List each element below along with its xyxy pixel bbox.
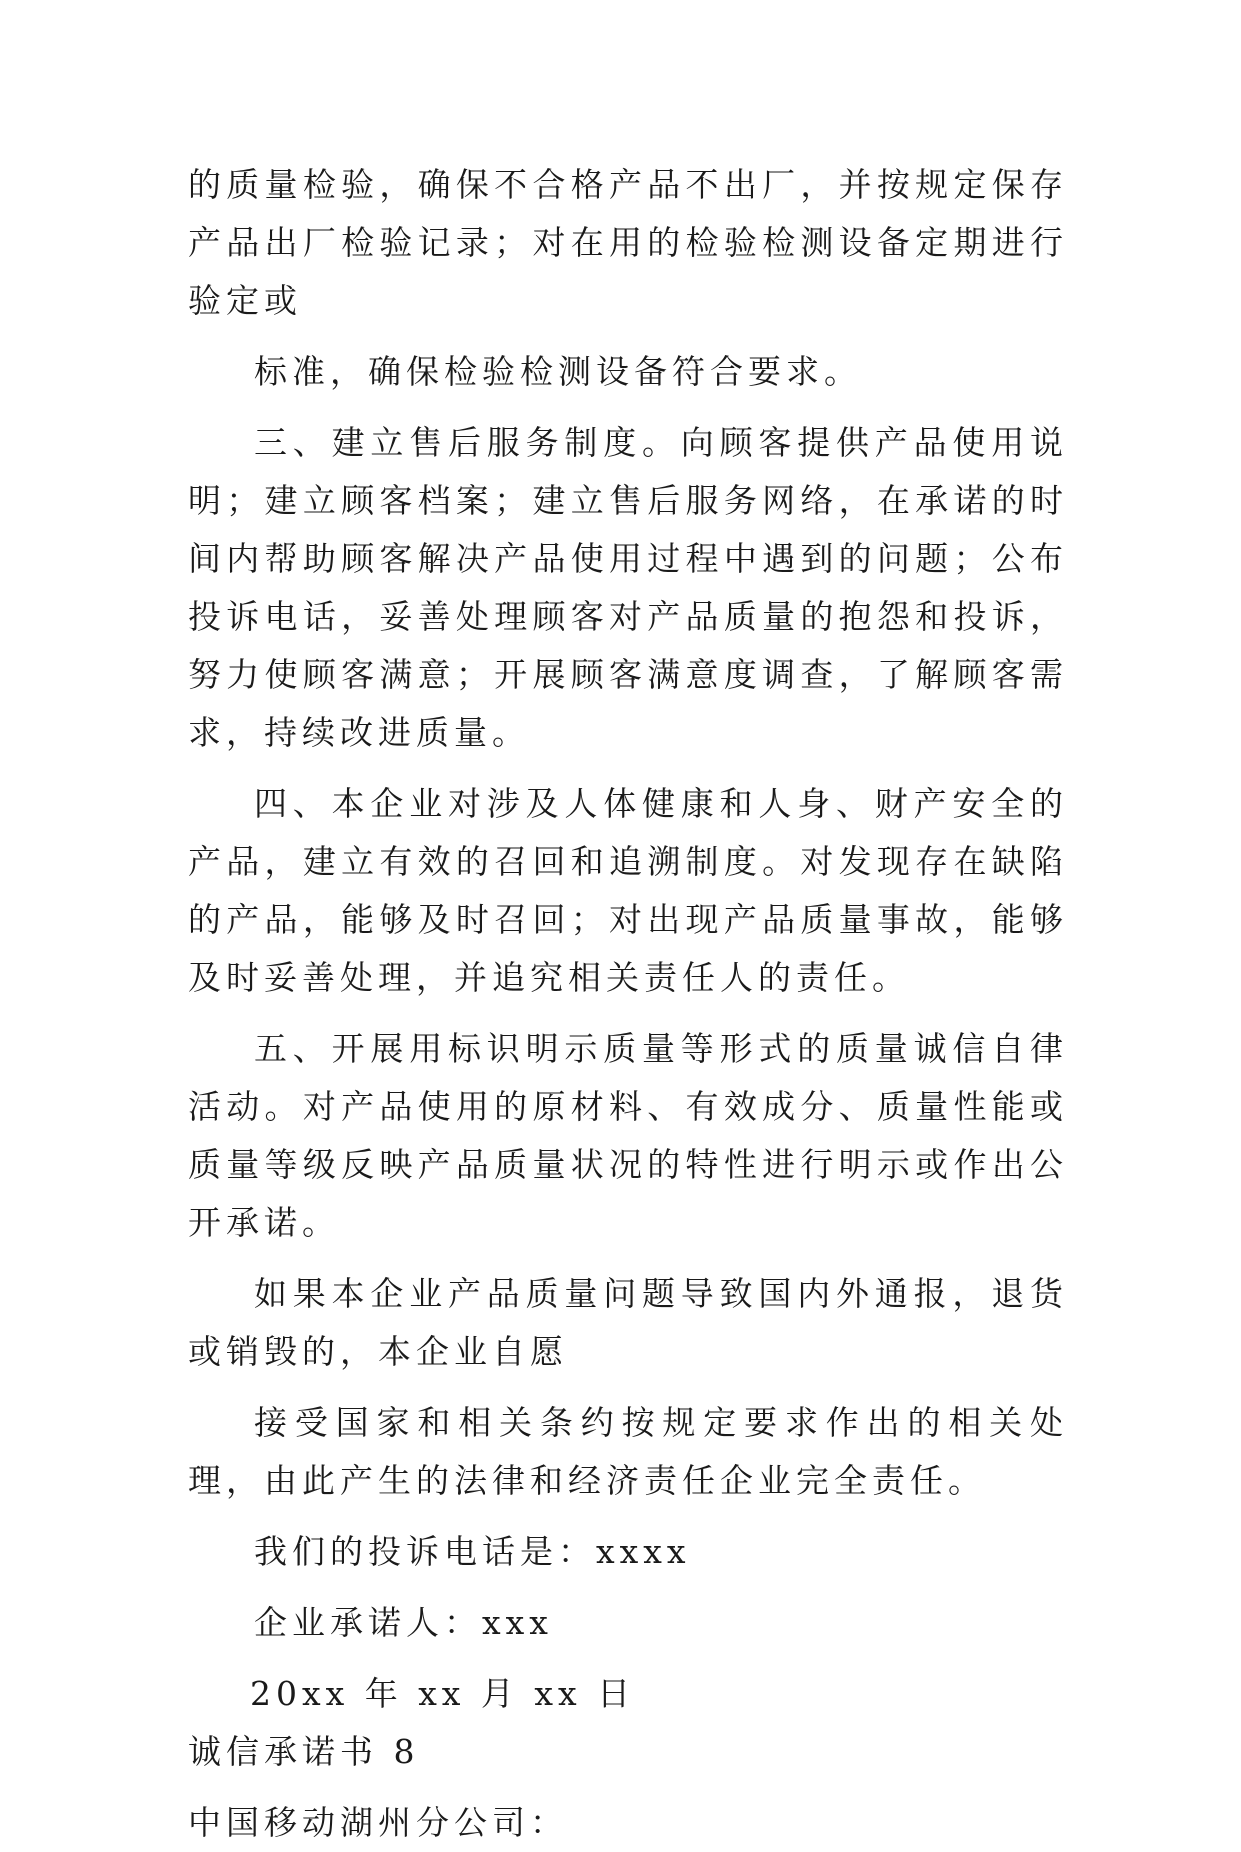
paragraph-after-sales: 三、建立售后服务制度。向顾客提供产品使用说明；建立顾客档案；建立售后服务网络，在承诺的时间内帮助顾客解决产品使用过程中遇到的问题；公布投诉电话，妥善处理顾客对产品质量的抱怨和投诉，努力使顾客满意；开展顾客满意度调查，了解顾客需求，持续改进质量。 bbox=[188, 423, 1068, 752]
paragraph-continued-inspection: 的质量检验，确保不合格产品不出厂，并按规定保存产品出厂检验记录；对在用的检验检测设备定期进行验定或 bbox=[188, 165, 1068, 320]
next-document-title: 诚信承诺书 8 bbox=[188, 1732, 420, 1771]
signatory: 企业承诺人：xxx bbox=[254, 1603, 553, 1642]
signature-date: 20xx 年 xx 月 xx 日 bbox=[250, 1674, 636, 1713]
complaint-phone: 我们的投诉电话是：xxxx bbox=[254, 1532, 691, 1571]
paragraph-labeling: 五、开展用标识明示质量等形式的质量诚信自律活动。对产品使用的原材料、有效成分、质量性能或质量等级反映产品质量状况的特性进行明示或作出公开承诺。 bbox=[188, 1029, 1068, 1242]
next-document-salutation: 中国移动湖州分公司： bbox=[188, 1803, 568, 1842]
paragraph-recall: 四、本企业对涉及人体健康和人身、财产安全的产品，建立有效的召回和追溯制度。对发现存在缺陷的产品，能够及时召回；对出现产品质量事故，能够及时妥善处理，并追究相关责任人的责任。 bbox=[188, 784, 1068, 997]
paragraph-standard: 标准，确保检验检测设备符合要求。 bbox=[254, 352, 862, 391]
paragraph-liability-intro: 如果本企业产品质量问题导致国内外通报，退货或销毁的，本企业自愿 bbox=[188, 1274, 1068, 1371]
paragraph-liability: 接受国家和相关条约按规定要求作出的相关处理，由此产生的法律和经济责任企业完全责任。 bbox=[188, 1403, 1068, 1500]
document-body bbox=[188, 156, 1068, 1852]
